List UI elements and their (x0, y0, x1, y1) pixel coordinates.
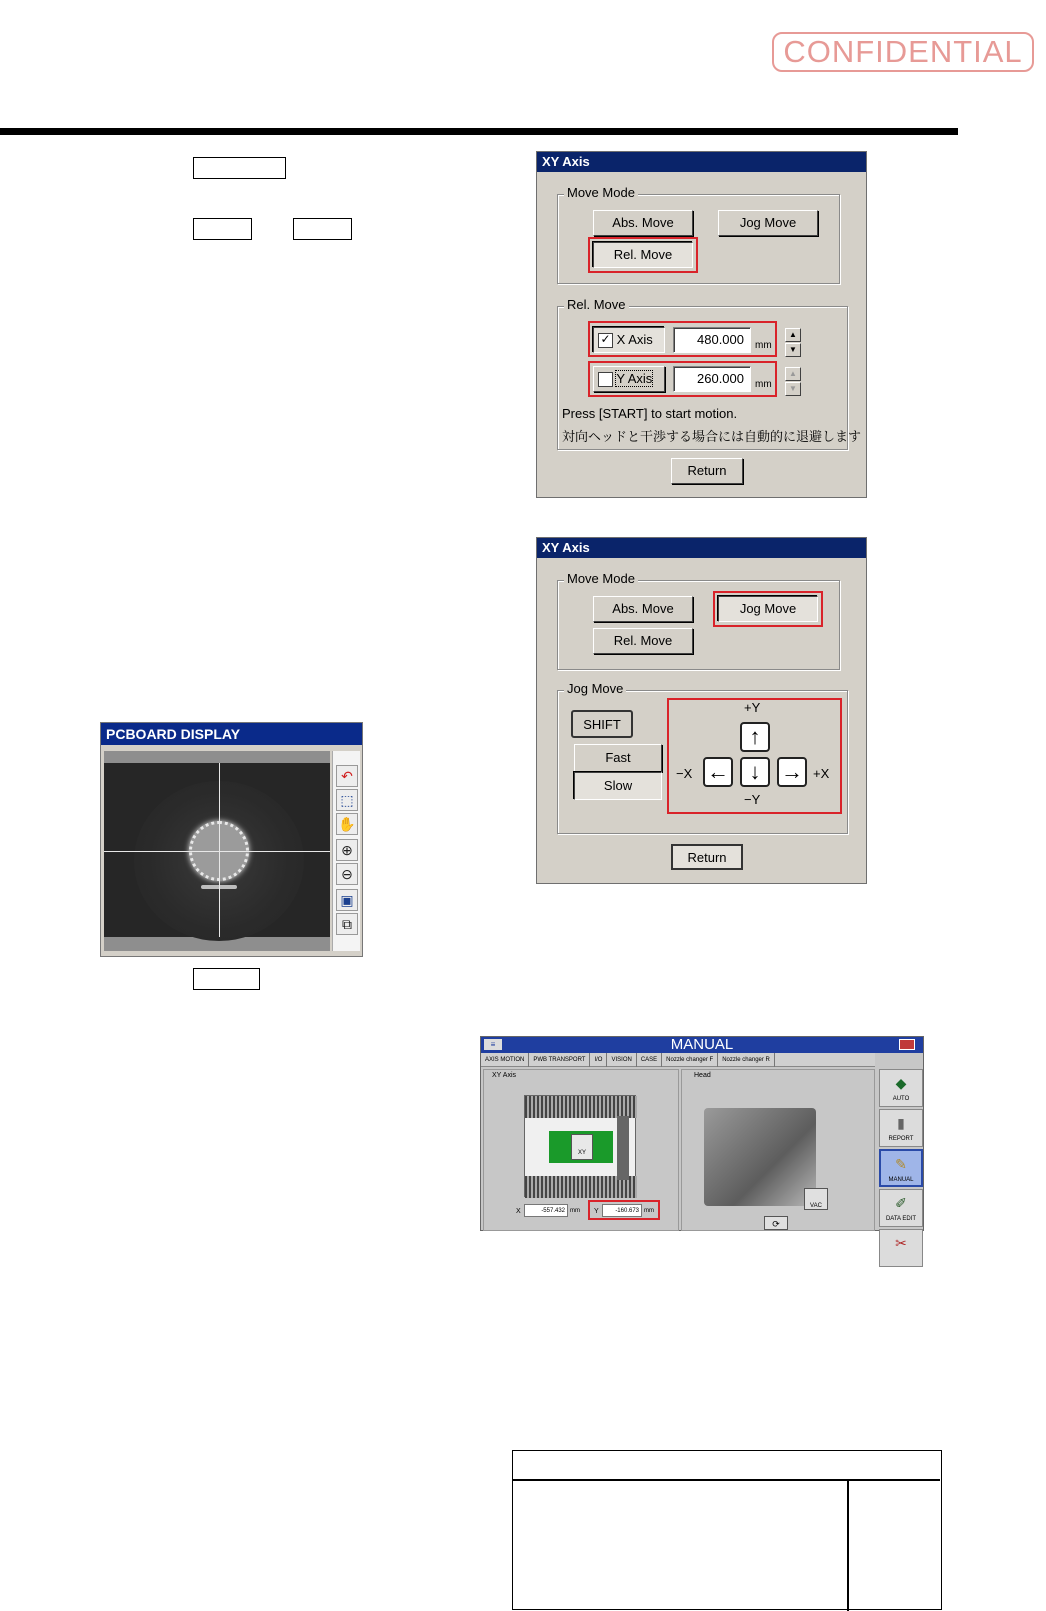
rel-move-button[interactable]: Rel. Move (593, 628, 693, 654)
x-axis-value-field[interactable]: 480.000 (673, 327, 751, 353)
close-icon[interactable] (899, 1039, 915, 1050)
tab-axis-motion[interactable]: AXIS MOTION (481, 1053, 529, 1067)
jog-right-button[interactable]: → (777, 757, 807, 787)
tab-nozzle-changer-r[interactable]: Nozzle changer R (718, 1053, 775, 1067)
x-axis-label: X Axis (616, 332, 653, 347)
side-data-edit[interactable]: ✐ DATA EDIT (879, 1189, 923, 1227)
tab-nozzle-changer-f[interactable]: Nozzle changer F (662, 1053, 718, 1067)
auto-icon: ◆ (895, 1075, 907, 1091)
machine-diagram (524, 1095, 636, 1197)
footer-col-divider (847, 1479, 849, 1611)
hand-icon[interactable]: ✋ (336, 813, 358, 835)
jog-left-button[interactable]: ← (703, 757, 733, 787)
tab-pwb-transport[interactable]: PWB TRANSPORT (529, 1053, 590, 1067)
x-spin-up[interactable]: ▲ (785, 328, 801, 342)
camera-view[interactable] (104, 751, 330, 951)
fit-icon[interactable]: ▣ (336, 889, 358, 911)
y-spin-down[interactable]: ▼ (785, 382, 801, 396)
tool-strip (332, 751, 360, 951)
feeder-bank-top (525, 1096, 637, 1118)
retreat-hint: 対向ヘッドと干渉する場合には自動的に退避します (562, 429, 862, 444)
menu-icon[interactable]: ≡ (484, 1039, 502, 1050)
tools-icon: ✂ (895, 1235, 907, 1251)
head-model-image (704, 1108, 816, 1206)
undo-icon[interactable]: ↶ (336, 765, 358, 787)
dialog-title: XY Axis (537, 538, 866, 558)
xy-button[interactable]: XY (571, 1134, 593, 1160)
vac-button[interactable]: VAC (804, 1188, 828, 1210)
crosshair-vertical (219, 763, 220, 937)
jog-down-button[interactable]: ↓ (740, 757, 770, 787)
move-mode-label: Move Mode (564, 186, 638, 200)
key-box-2 (193, 218, 252, 240)
key-box-1 (193, 157, 286, 179)
side-report[interactable]: ▮ REPORT (879, 1109, 923, 1147)
key-box-3 (293, 218, 352, 240)
rotate-icon[interactable]: ⟳ (764, 1216, 788, 1230)
minus-y-label: −Y (744, 792, 761, 807)
manual-icon: ✎ (895, 1156, 907, 1172)
tab-vision[interactable]: VISION (607, 1053, 636, 1067)
dialog-title: XY Axis (537, 152, 866, 172)
jog-move-group-label: Jog Move (564, 682, 626, 696)
manual-side-menu (877, 1069, 925, 1251)
rel-move-button[interactable]: Rel. Move (593, 242, 693, 268)
head-panel-label: Head (694, 1072, 711, 1079)
x-axis-checkbox[interactable]: ✓ (598, 333, 613, 348)
y-axis-label: Y Axis (616, 371, 653, 386)
return-button[interactable]: Return (671, 844, 743, 870)
jog-up-button[interactable]: ↑ (740, 722, 770, 752)
fast-button[interactable]: Fast (574, 744, 662, 772)
minus-x-label: −X (676, 766, 693, 781)
copy-icon[interactable]: ⧉ (336, 913, 358, 935)
manual-title: MANUAL (481, 1037, 923, 1053)
key-box-4 (193, 968, 260, 990)
xy-axis-panel (483, 1069, 679, 1231)
y-spin-up[interactable]: ▲ (785, 367, 801, 381)
return-button[interactable]: Return (671, 458, 743, 484)
side-auto[interactable]: ◆ AUTO (879, 1069, 923, 1107)
xy-axis-dialog-jog (536, 537, 867, 884)
pcboard-title: PCBOARD DISPLAY (101, 723, 362, 745)
tab-io[interactable]: I/O (590, 1053, 607, 1067)
side-tools[interactable] (879, 1229, 923, 1267)
abs-move-button[interactable]: Abs. Move (593, 210, 693, 236)
gantry-beam (617, 1116, 629, 1180)
pcboard-display-window (100, 722, 363, 957)
data-edit-icon: ✐ (895, 1195, 907, 1211)
tab-case[interactable]: CASE (637, 1053, 662, 1067)
side-manual[interactable]: ✎ MANUAL (879, 1149, 923, 1187)
x-position-field: -557.432 (524, 1204, 568, 1217)
zoom-in-icon[interactable]: ⊕ (336, 839, 358, 861)
confidential-stamp: CONFIDENTIAL (772, 32, 1034, 72)
footer-row-divider (513, 1479, 940, 1481)
move-mode-label: Move Mode (564, 572, 638, 586)
manual-screen (480, 1036, 924, 1251)
crosshair-horizontal (104, 851, 330, 852)
report-icon: ▮ (897, 1115, 905, 1131)
rel-move-group-label: Rel. Move (564, 298, 629, 312)
y-axis-checkbox[interactable] (598, 372, 613, 387)
y-label: Y (594, 1208, 599, 1215)
x-unit: mm (570, 1208, 580, 1214)
start-hint: Press [START] to start motion. (562, 406, 738, 421)
x-axis-toggle[interactable] (593, 327, 665, 353)
y-position-field: -160.673 (602, 1204, 642, 1217)
y-axis-value-field[interactable]: 260.000 (673, 366, 751, 392)
view-top-strip (104, 751, 330, 763)
shift-button[interactable]: SHIFT (571, 710, 633, 738)
xy-axis-panel-label: XY Axis (492, 1072, 516, 1079)
manual-tab-bar (481, 1053, 875, 1067)
x-spin-down[interactable]: ▼ (785, 343, 801, 357)
x-axis-unit: mm (755, 340, 772, 351)
xy-axis-dialog-rel (536, 151, 867, 498)
footer-table (512, 1450, 942, 1610)
plus-x-label: +X (813, 766, 830, 781)
head-panel (681, 1069, 875, 1231)
y-unit: mm (644, 1208, 654, 1214)
y-axis-unit: mm (755, 379, 772, 390)
y-axis-toggle[interactable] (593, 366, 665, 392)
plus-y-label: +Y (744, 700, 761, 715)
header-rule (0, 128, 958, 135)
jog-move-button[interactable]: Jog Move (718, 596, 818, 622)
abs-move-button[interactable]: Abs. Move (593, 596, 693, 622)
x-label: X (516, 1208, 521, 1215)
zoom-out-icon[interactable]: ⊖ (336, 863, 358, 885)
slow-button[interactable]: Slow (574, 772, 662, 800)
select-icon[interactable]: ⬚ (336, 789, 358, 811)
jog-move-button[interactable]: Jog Move (718, 210, 818, 236)
